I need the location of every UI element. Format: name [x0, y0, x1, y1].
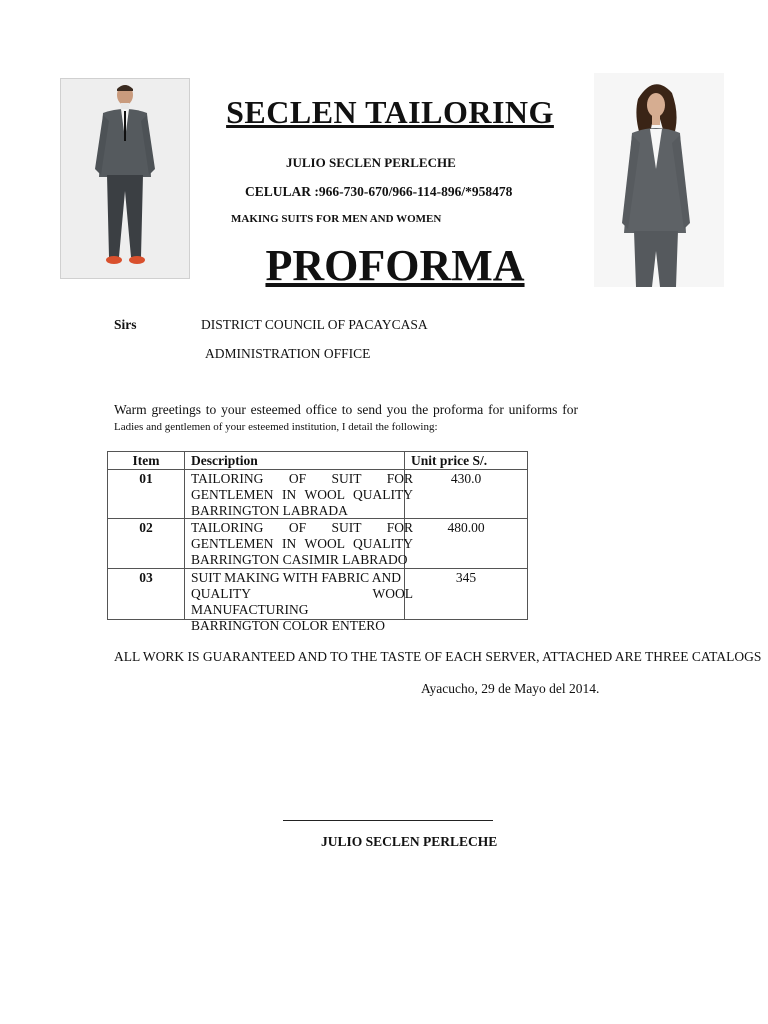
- row-1-desc-line-2: GENTLEMEN IN WOOL QUALITY: [191, 487, 413, 502]
- row-3-item: 03: [139, 570, 153, 585]
- row-1-desc-line-1: TAILORING OF SUIT FOR: [191, 471, 413, 486]
- price-table: [107, 451, 528, 633]
- row-1-item: 01: [139, 471, 153, 486]
- signature-name: JULIO SECLEN PERLECHE: [321, 834, 498, 849]
- recipient-line-1: DISTRICT COUNCIL OF PACAYCASA: [201, 317, 428, 332]
- document-title: PROFORMA: [265, 241, 525, 290]
- row-1-price: 430.0: [450, 471, 482, 486]
- row-2-desc-line-2: GENTLEMEN IN WOOL QUALITY: [191, 536, 413, 551]
- company-title: SECLEN TAILORING: [226, 94, 554, 130]
- row-2-desc-line-3: BARRINGTON CASIMIR LABRADO: [191, 552, 408, 567]
- row-2-price: 480.00: [447, 520, 485, 535]
- recipient-line-2: ADMINISTRATION OFFICE: [205, 346, 371, 361]
- place-and-date: Ayacucho, 29 de Mayo del 2014.: [421, 681, 600, 696]
- row-1-desc-line-3: BARRINGTON LABRADA: [191, 503, 348, 518]
- row-3-price: 345: [455, 570, 477, 585]
- row-2-desc-line-1: TAILORING OF SUIT FOR: [191, 520, 413, 535]
- header-item: Item: [132, 453, 160, 468]
- intro-line-1: Warm greetings to your esteemed office to send you the proforma for uniforms for: [114, 402, 578, 417]
- guarantee-statement: ALL WORK IS GUARANTEED AND TO THE TASTE OF EACH SERVER, ATTACHED ARE THREE CATALOGS: [114, 649, 762, 664]
- row-3-description: [191, 570, 413, 634]
- row-3-desc-line-1: SUIT MAKING WITH FABRIC AND: [191, 570, 402, 585]
- row-1-description: [191, 471, 413, 519]
- phone-numbers: CELULAR :966-730-670/966-114-896/*958478: [245, 184, 513, 199]
- row-2-description: [191, 520, 413, 568]
- tagline: MAKING SUITS FOR MEN AND WOMEN: [231, 213, 442, 225]
- signature-line: [283, 820, 493, 821]
- salutation: Sirs: [114, 317, 137, 332]
- row-3-desc-line-3: BARRINGTON COLOR ENTERO: [191, 618, 386, 633]
- intro-line-2: Ladies and gentlemen of your esteemed institution, I detail the following:: [114, 421, 438, 433]
- row-3-desc-line-2: QUALITY WOOL MANUFACTURING: [191, 586, 413, 617]
- owner-name: JULIO SECLEN PERLECHE: [286, 155, 456, 170]
- header-unit-price: Unit price S/.: [411, 453, 488, 468]
- row-2-item: 02: [139, 520, 153, 535]
- header-description: Description: [191, 453, 258, 468]
